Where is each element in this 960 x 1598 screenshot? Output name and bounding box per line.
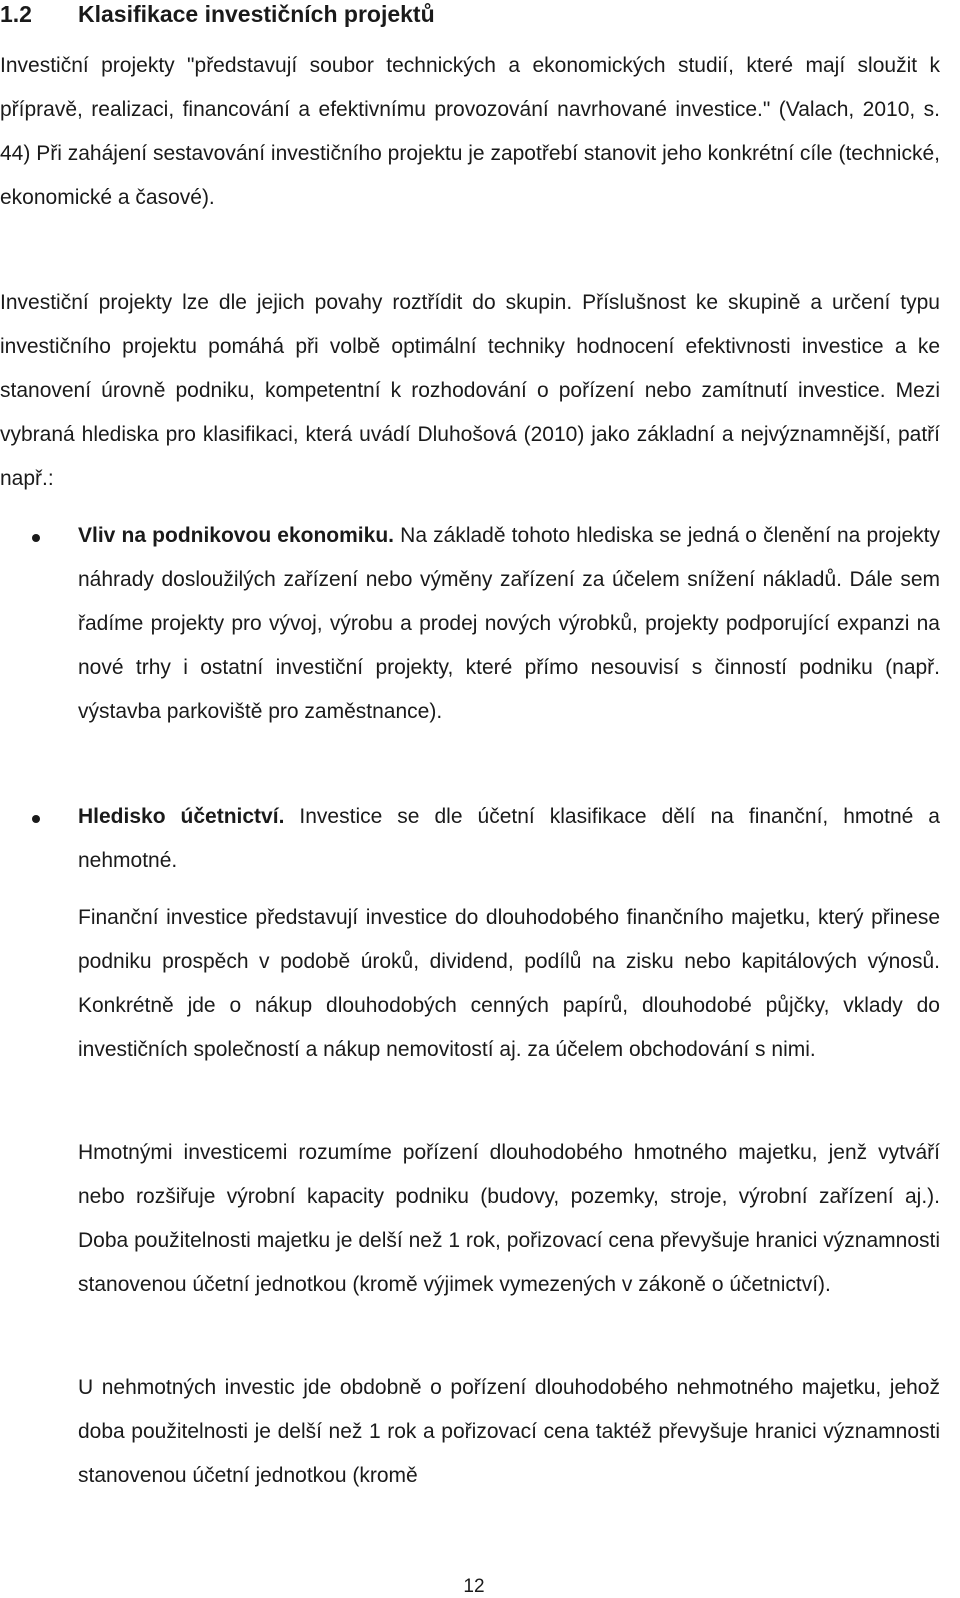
paragraph-tangible-investments: Hmotnými investicemi rozumíme pořízení dlouhodobého hmotného majetku, jenž vytváří nebo rozšiřuje výrobní kapacity podniku (budovy, pozemky, stroje, výrobní zařízení aj.). Doba použitelnosti majetku je delší než 1 rok, pořizovací cena převyšuje hranici významnosti stanovenou účetní jednotkou (kromě výjimek vymezených v zákoně o účetnictví). xyxy=(78,1141,940,1296)
bullet-dot-icon xyxy=(32,534,40,542)
bullet-item-economy xyxy=(78,514,940,734)
section-heading xyxy=(0,0,435,28)
paragraph-intro: Investiční projekty "představují soubor technických a ekonomických studií, které mají sloužit k přípravě, realizaci, financování a efektivnímu provozování navrhované investice." (Valach, 2010, s. 44) Při zahájení sestavování investičního projektu je zapotřebí stanovit jeho konkrétní cíle (technické, ekonomické a časové). xyxy=(0,54,940,209)
section-number: 1.2 xyxy=(0,1,32,27)
paragraph-intangible-investments: U nehmotných investic jde obdobně o pořízení dlouhodobého nehmotného majetku, jehož doba použitelnosti je delší než 1 rok a pořizovací cena taktéž převyšuje hranici významnosti stanovenou účetní jednotkou (kromě xyxy=(78,1376,940,1487)
bullet-text: Na základě tohoto hlediska se jedná o členění na projekty náhrady dosloužilých zařízení nebo výměny zařízení za účelem snížení nákladů. Dále sem řadíme projekty pro vývoj, výrobu a prodej nových výrobků, projekty podporující expanzi na nové trhy i ostatní investiční projekty, které přímo nesouvisí s činností podniku (např. výstavba parkoviště pro zaměstnance). xyxy=(78,524,941,723)
bullet-dot-icon xyxy=(32,815,40,823)
section-title: Klasifikace investičních projektů xyxy=(78,1,435,27)
bullet-text: Investice se dle účetní klasifikace dělí na finanční, hmotné a nehmotné. xyxy=(78,805,940,872)
bullet-lead: Vliv na podnikovou ekonomiku. xyxy=(78,524,394,547)
bullet-item-accounting xyxy=(78,795,940,883)
bullet-lead: Hledisko účetnictví. xyxy=(78,805,285,828)
paragraph-financial-investments: Finanční investice představují investice do dlouhodobého finančního majetku, který přinese podniku prospěch v podobě úroků, dividend, podílů na zisku nebo kapitálových výnosů. Konkrétně jde o nákup dlouhodobých cenných papírů, dlouhodobé půjčky, vklady do investičních společností a nákup nemovitostí aj. za účelem obchodování s nimi. xyxy=(78,906,940,1061)
paragraph-classification: Investiční projekty lze dle jejich povahy roztřídit do skupin. Příslušnost ke skupině a určení typu investičního projektu pomáhá při volbě optimální techniky hodnocení efektivnosti investice a ke stanovení úrovně podniku, kompetentní k rozhodování o pořízení nebo zamítnutí investice. Mezi vybraná hlediska pro klasifikaci, která uvádí Dluhošová (2010) jako základní a nejvýznamnější, patří např.: xyxy=(0,291,940,490)
page-number: 12 xyxy=(463,1576,485,1597)
